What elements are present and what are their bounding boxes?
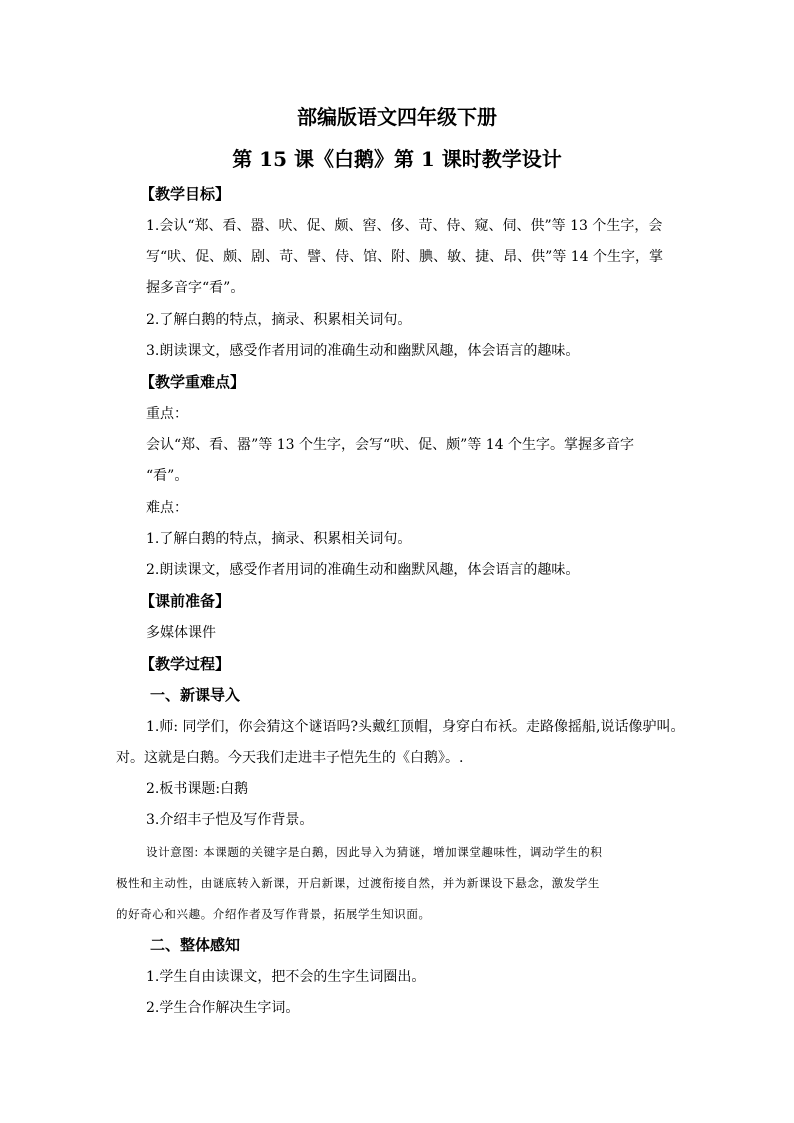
- part-1-heading: 一、新课导入: [150, 686, 241, 704]
- preparation-heading: 【课前准备】: [140, 592, 231, 610]
- difficult-point-1: 1.了解白鹅的特点，摘录、积累相关词句。: [146, 531, 412, 547]
- objective-item-2: 2.了解白鹅的特点，摘录、积累相关词句。: [146, 312, 412, 328]
- objectives-heading: 【教学目标】: [140, 185, 231, 203]
- difficult-point-2: 2.朗读课文，感受作者用词的准确生动和幽默风趣，体会语言的趣味。: [146, 562, 580, 578]
- objective-item-1-line-2: 写“吠、促、颇、剧、苛、譬、侍、馆、附、腆、敏、捷、昂、供”等 14 个生字，掌: [146, 249, 664, 265]
- lesson-title: 第 15 课《白鹅》第 1 课时教学设计: [232, 147, 562, 171]
- perception-item-1: 1.学生自由读课文，把不会的生字生词圈出。: [146, 969, 426, 985]
- preparation-text: 多媒体课件: [146, 625, 216, 641]
- perception-item-2: 2.学生合作解决生字词。: [146, 1000, 300, 1016]
- design-note-line-1: 设计意图: 本课题的关键字是白鹅，因此导入为猜谜，增加课堂趣味性，调动学生的积: [146, 845, 603, 859]
- document-title: 部编版语文四年级下册: [297, 105, 497, 129]
- part-2-heading: 二、整体感知: [150, 936, 241, 954]
- process-heading: 【教学过程】: [140, 655, 231, 673]
- objective-item-1-line-3: 握多音字“看”。: [146, 280, 245, 296]
- key-label: 重点：: [146, 406, 188, 422]
- key-point-line-2: “看”。: [146, 468, 189, 484]
- process-item-3: 3.介绍丰子恺及写作背景。: [146, 812, 314, 828]
- process-item-2: 2.板书课题:白鹅: [146, 781, 249, 797]
- design-note-line-3: 的好奇心和兴趣。介绍作者及写作背景，拓展学生知识面。: [116, 907, 431, 921]
- key-points-heading: 【教学重难点】: [140, 373, 246, 391]
- key-point-line-1: 会认“郑、看、嚣”等 13 个生字，会写“吠、促、颇”等 14 个生字。掌握多音字: [146, 437, 635, 453]
- design-note-line-2: 极性和主动性，由谜底转入新课，开启新课，过渡衔接自然，并为新课设下悬念，激发学生: [116, 876, 600, 890]
- process-item-1-line-1: 1.师: 同学们，你会猜这个谜语吗?头戴红顶帽，身穿白布袄。走路像摇船,说话像驴叫。: [146, 719, 685, 735]
- objective-item-1-line-1: 1.会认“郑、看、嚣、吠、促、颇、窖、侈、苛、侍、窥、伺、供”等 13 个生字，会: [146, 218, 663, 234]
- difficult-label: 难点：: [146, 500, 188, 516]
- objective-item-3: 3.朗读课文，感受作者用词的准确生动和幽默风趣，体会语言的趣味。: [146, 343, 580, 359]
- process-item-1-line-2: 对。这就是白鹅。今天我们走进丰子恺先生的《白鹅》。.: [116, 750, 464, 766]
